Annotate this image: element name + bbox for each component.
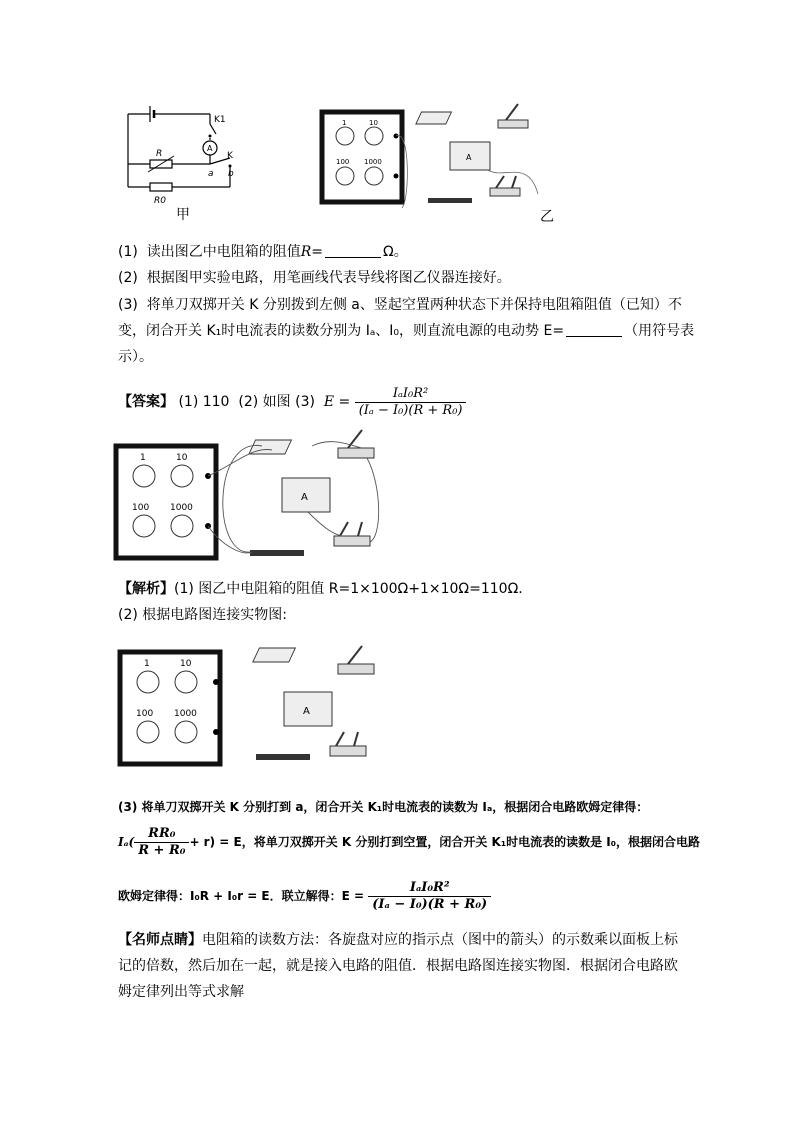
svg-text:A: A	[466, 153, 472, 162]
dial-label-1: 1	[140, 453, 146, 463]
blank-1[interactable]	[325, 243, 381, 258]
circuit-label-a: a	[208, 169, 214, 179]
question-3-line3: 示）。	[118, 349, 153, 365]
question-3-line1: (3) 将单刀双掷开关 K 分别拨到左侧 a、竖起空置两种状态下并保持电阻箱阻值（已知）不	[118, 297, 682, 313]
switch-k	[334, 536, 370, 546]
analysis-line3: (3) 将单刀双掷开关 K 分别打到 a，闭合开关 K₁时电流表的读数为 Iₐ，根据闭合电路欧姆定律得：	[118, 800, 649, 814]
analysis-line5: 欧姆定律得：I₀R + I₀r = E．联立解得：E = $\frac{\text{IₐI₀R²}}{\text{(Iₐ − I₀)(R + R₀)}}$	[118, 880, 491, 913]
analysis-fraction-1: $\frac{\text{RR₀}}{\text{R + R₀}}$	[134, 826, 189, 859]
circuit-label-a-meter: A	[207, 144, 213, 153]
question-3-line2: 变，闭合开关 K₁时电流表的读数分别为 Iₐ、I₀，则直流电源的电动势 E= （用符号表	[118, 323, 695, 339]
dial-label-1: 1	[144, 659, 150, 669]
blank-2[interactable]	[566, 322, 622, 337]
circuit-label-b: b	[228, 169, 234, 179]
tips-line1: 【名师点睛】电阻箱的读数方法：各旋盘对应的指示点（图中的箭头）的示数乘以面板上标	[118, 932, 678, 948]
rheostat	[250, 550, 304, 556]
answer-apparatus-diagram	[112, 426, 382, 566]
svg-text:1000: 1000	[364, 158, 382, 166]
meter-label: A	[303, 706, 310, 717]
switch-k	[330, 746, 366, 756]
rheostat	[428, 198, 472, 203]
tips-line3: 姆定律列出等式求解	[118, 984, 244, 1000]
circuit-label-r0: R0	[154, 196, 166, 206]
apparatus-diagram-yi	[318, 98, 548, 216]
tips-label: 【名师点睛】	[118, 932, 202, 948]
analysis-line1: 【解析】(1) 图乙中电阻箱的阻值 R=1×100Ω+1×10Ω=110Ω.	[118, 581, 523, 597]
svg-text:1: 1	[342, 119, 347, 127]
circuit-label-k: K	[227, 151, 233, 161]
figure-label-jia: 甲	[176, 207, 190, 223]
resistor-r0	[150, 183, 172, 191]
resistance-box	[116, 446, 216, 558]
dial-label-10: 10	[176, 453, 188, 463]
resistance-box	[120, 652, 220, 764]
circuit-label-k1: K1	[214, 115, 226, 125]
switch-k1	[338, 664, 374, 674]
svg-text:10: 10	[369, 119, 378, 127]
circuit-diagram-jia	[120, 100, 250, 210]
resistance-box	[322, 112, 402, 202]
battery-pack	[416, 112, 452, 124]
answer-label: 【答案】	[118, 394, 174, 410]
answer-formula: $\frac{\text{IₐI₀R²}}{\text{(Iₐ − I₀)(R + R₀)}}$	[355, 386, 467, 419]
analysis-label: 【解析】	[118, 581, 174, 597]
figure-label-yi: 乙	[540, 209, 554, 225]
question-1: (1) 读出图乙中电阻箱的阻值R= Ω。	[118, 244, 408, 260]
analysis-line4: Iₐ( $\frac{\text{RR₀}}{\text{R + R₀}}$ + r) = E，将单刀双掷开关 K 分别打到空置，闭合开关 K₁时电流表的读数是 I₀，根据闭合电路	[118, 826, 700, 858]
dial-label-100: 100	[136, 709, 154, 719]
answer-block: 【答案】 (1) 110 (2) 如图 (3) E = $\frac{\text{IₐI₀R²}}{\text{(Iₐ − I₀)(R + R₀)}}$	[118, 384, 466, 420]
switch-k1	[498, 120, 528, 128]
svg-text:100: 100	[336, 158, 350, 166]
question-2: (2) 根据图甲实验电路，用笔画线代表导线将图乙仪器连接好。	[118, 270, 511, 286]
circuit-label-r: R	[156, 149, 163, 159]
dial-label-1000: 1000	[170, 503, 193, 513]
battery-pack	[253, 648, 296, 662]
battery-symbol	[128, 106, 210, 122]
rheostat	[256, 754, 310, 760]
dial-label-1000: 1000	[174, 709, 197, 719]
dial-label-100: 100	[132, 503, 150, 513]
analysis-fraction-2: $\frac{\text{IₐI₀R²}}{\text{(Iₐ − I₀)(R + R₀)}}$	[368, 880, 491, 913]
dial-label-10: 10	[180, 659, 192, 669]
analysis-apparatus-diagram	[116, 638, 386, 778]
switch-k	[490, 188, 520, 196]
tips-line2: 记的倍数，然后加在一起，就是接入电路的阻值．根据电路图连接实物图．根据闭合电路欧	[118, 958, 678, 974]
switch-k1	[338, 448, 374, 458]
analysis-line2: (2) 根据电路图连接实物图:	[118, 607, 287, 623]
meter-label: A	[301, 492, 308, 503]
